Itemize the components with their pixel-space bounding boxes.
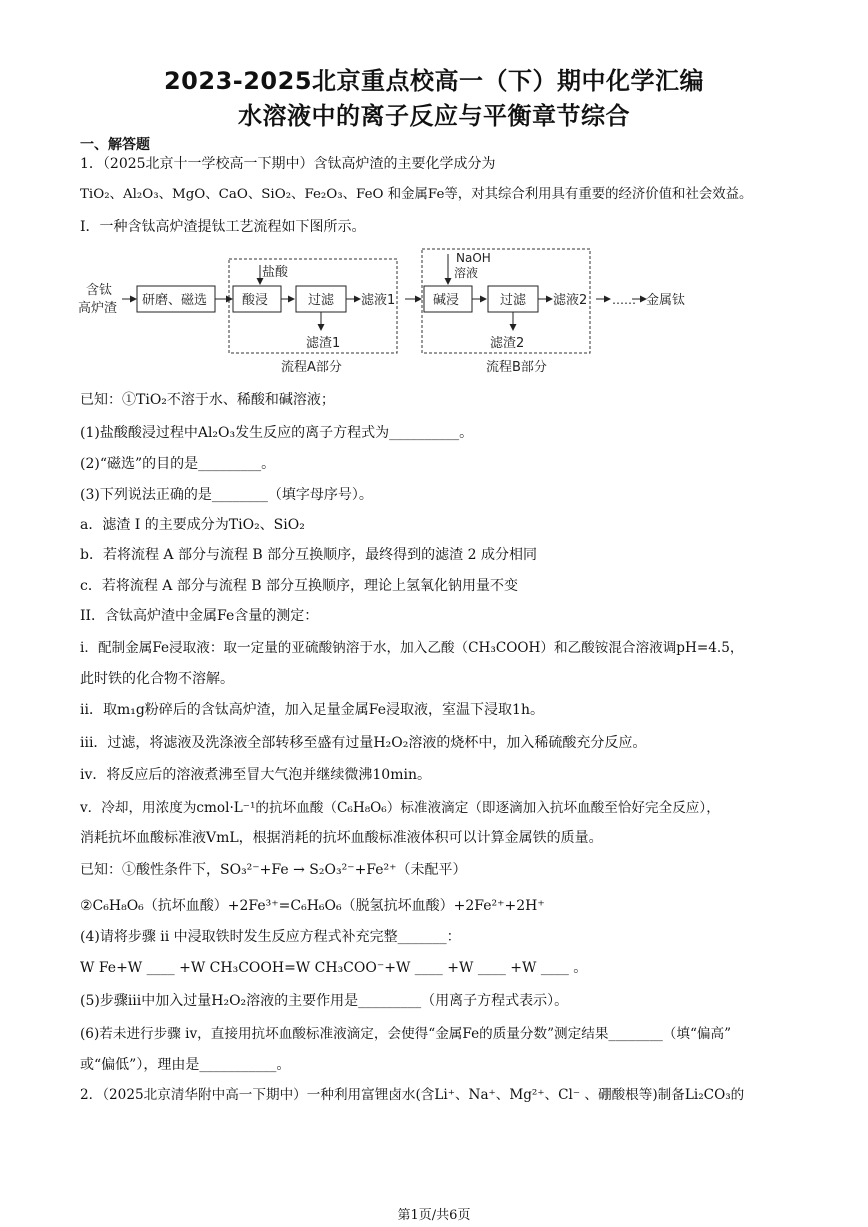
- q1-step-i-a: i．配制金属Fe浸取液：取一定量的亚硫酸钠溶于水，加入乙酸（CH₃COOH）和乙酸铵混合溶液调pH=4.5，: [80, 640, 744, 656]
- q1-sub3: (3)下列说法正确的是________（填字母序号）。: [80, 487, 373, 503]
- filtrate-1-label: 滤液1: [361, 293, 396, 308]
- q1-known2-b: ②C₆H₈O₆（抗坏血酸）+2Fe³⁺=C₆H₆O₆（脱氢抗坏血酸）+2Fe²⁺+2H⁺: [80, 898, 545, 914]
- q1-known2-a: 已知：①酸性条件下，SO₃²⁻+Fe → S₂O₃²⁻+Fe²⁺（未配平）: [80, 862, 467, 878]
- page-title-line2: 水溶液中的离子反应与平衡章节综合: [238, 102, 630, 130]
- section-b-label: 流程B部分: [486, 360, 547, 375]
- product-label: 金属钛: [646, 293, 686, 308]
- q1-part2-title: II．含钛高炉渣中金属Fe含量的测定：: [80, 608, 319, 624]
- filter-b-label: 过滤: [500, 293, 527, 308]
- ellipsis-label: ……: [612, 293, 636, 307]
- alkali-leach-label: 碱浸: [433, 293, 460, 308]
- q1-step-iii: iii．过滤，将滤液及洗涤液全部转移至盛有过量H₂O₂溶液的烧杯中，加入稀硫酸充分反应。: [80, 735, 647, 751]
- q1-known1: 已知：①TiO₂不溶于水、稀酸和碱溶液；: [80, 392, 335, 408]
- acid-leach-label: 酸浸: [242, 293, 269, 308]
- page-number: 第1页/共6页: [397, 1208, 471, 1223]
- filter-a-label: 过滤: [308, 293, 335, 308]
- grind-magnetic-label: 研磨、磁选: [142, 293, 208, 308]
- q1-opt-b: b．若将流程 A 部分与流程 B 部分互换顺序，最终得到的滤渣 2 成分相同: [80, 547, 537, 563]
- q1-sub4: (4)请将步骤 ii 中浸取铁时发生反应方程式补充完整_______：: [80, 929, 461, 945]
- q1-components: TiO₂、Al₂O₃、MgO、CaO、SiO₂、Fe₂O₃、FeO 和金属Fe等，对其综合利用具有重要的经济价值和社会效益。: [80, 187, 753, 202]
- q1-step-i-b: 此时铁的化合物不溶解。: [80, 671, 234, 687]
- q1-intro: 1．（2025北京十一学校高一下期中）含钛高炉渣的主要化学成分为: [80, 156, 496, 172]
- q1-sub6-a: (6)若未进行步骤 iv，直接用抗坏血酸标准液滴定，会使得“金属Fe的质量分数”测定结果________（填“偏高”: [80, 1026, 732, 1042]
- raw-material-label-2: 高炉渣: [78, 301, 118, 316]
- q1-step-v-a: v．冷却，用浓度为cmol·L⁻¹的抗坏血酸（C₆H₈O₆）标准液滴定（即逐滴加入抗坏血酸至恰好完全反应），: [80, 800, 720, 816]
- q1-step-ii: ii．取m₁g粉碎后的含钛高炉渣，加入足量金属Fe浸取液，室温下浸取1h。: [80, 702, 544, 718]
- page-title-line1: 2023-2025北京重点校高一（下）期中化学汇编: [163, 67, 705, 95]
- acid-reagent-label: 盐酸: [262, 265, 289, 280]
- filter-residue-1-label: 滤渣1: [306, 336, 341, 351]
- q1-step-iv: iv．将反应后的溶液煮沸至冒大气泡并继续微沸10min。: [80, 767, 431, 783]
- raw-material-label-1: 含钛: [86, 283, 113, 298]
- q2-intro: 2．（2025北京清华附中高一下期中）一种利用富锂卤水(含Li⁺、Na⁺、Mg²⁺、Cl⁻ 、硼酸根等)制备Li₂CO₃的: [80, 1087, 745, 1103]
- q1-opt-a: a．滤渣 I 的主要成分为TiO₂、SiO₂: [80, 517, 305, 533]
- q1-sub1: (1)盐酸酸浸过程中Al₂O₃发生反应的离子方程式为__________。: [80, 425, 474, 441]
- q1-opt-c: c．若将流程 A 部分与流程 B 部分互换顺序，理论上氢氧化钠用量不变: [80, 578, 519, 594]
- q1-part1-title: I．一种含钛高炉渣提钛工艺流程如下图所示。: [80, 219, 366, 235]
- q1-sub6-b: 或“偏低”），理由是___________。: [80, 1057, 291, 1073]
- filter-residue-2-label: 滤渣2: [490, 336, 525, 351]
- process-flow-diagram: [76, 246, 696, 378]
- naoh-reagent-label-1: NaOH: [456, 251, 491, 265]
- q1-sub2: (2)“磁选”的目的是_________。: [80, 456, 276, 472]
- q1-sub4-equation: W Fe+W ____ +W CH₃COOH=W CH₃COO⁻+W ____ +W ____ +W ____ 。: [80, 960, 588, 976]
- filtrate-2-label: 滤液2: [553, 293, 588, 308]
- naoh-reagent-label-2: 溶液: [454, 266, 479, 280]
- q1-step-v-b: 消耗抗坏血酸标准液VmL，根据消耗的抗坏血酸标准液体积可以计算金属铁的质量。: [80, 830, 603, 846]
- section-heading: 一、解答题: [80, 137, 150, 153]
- q1-sub5: (5)步骤iii中加入过量H₂O₂溶液的主要作用是_________（用离子方程式表示）。: [80, 993, 569, 1009]
- section-a-label: 流程A部分: [281, 360, 342, 375]
